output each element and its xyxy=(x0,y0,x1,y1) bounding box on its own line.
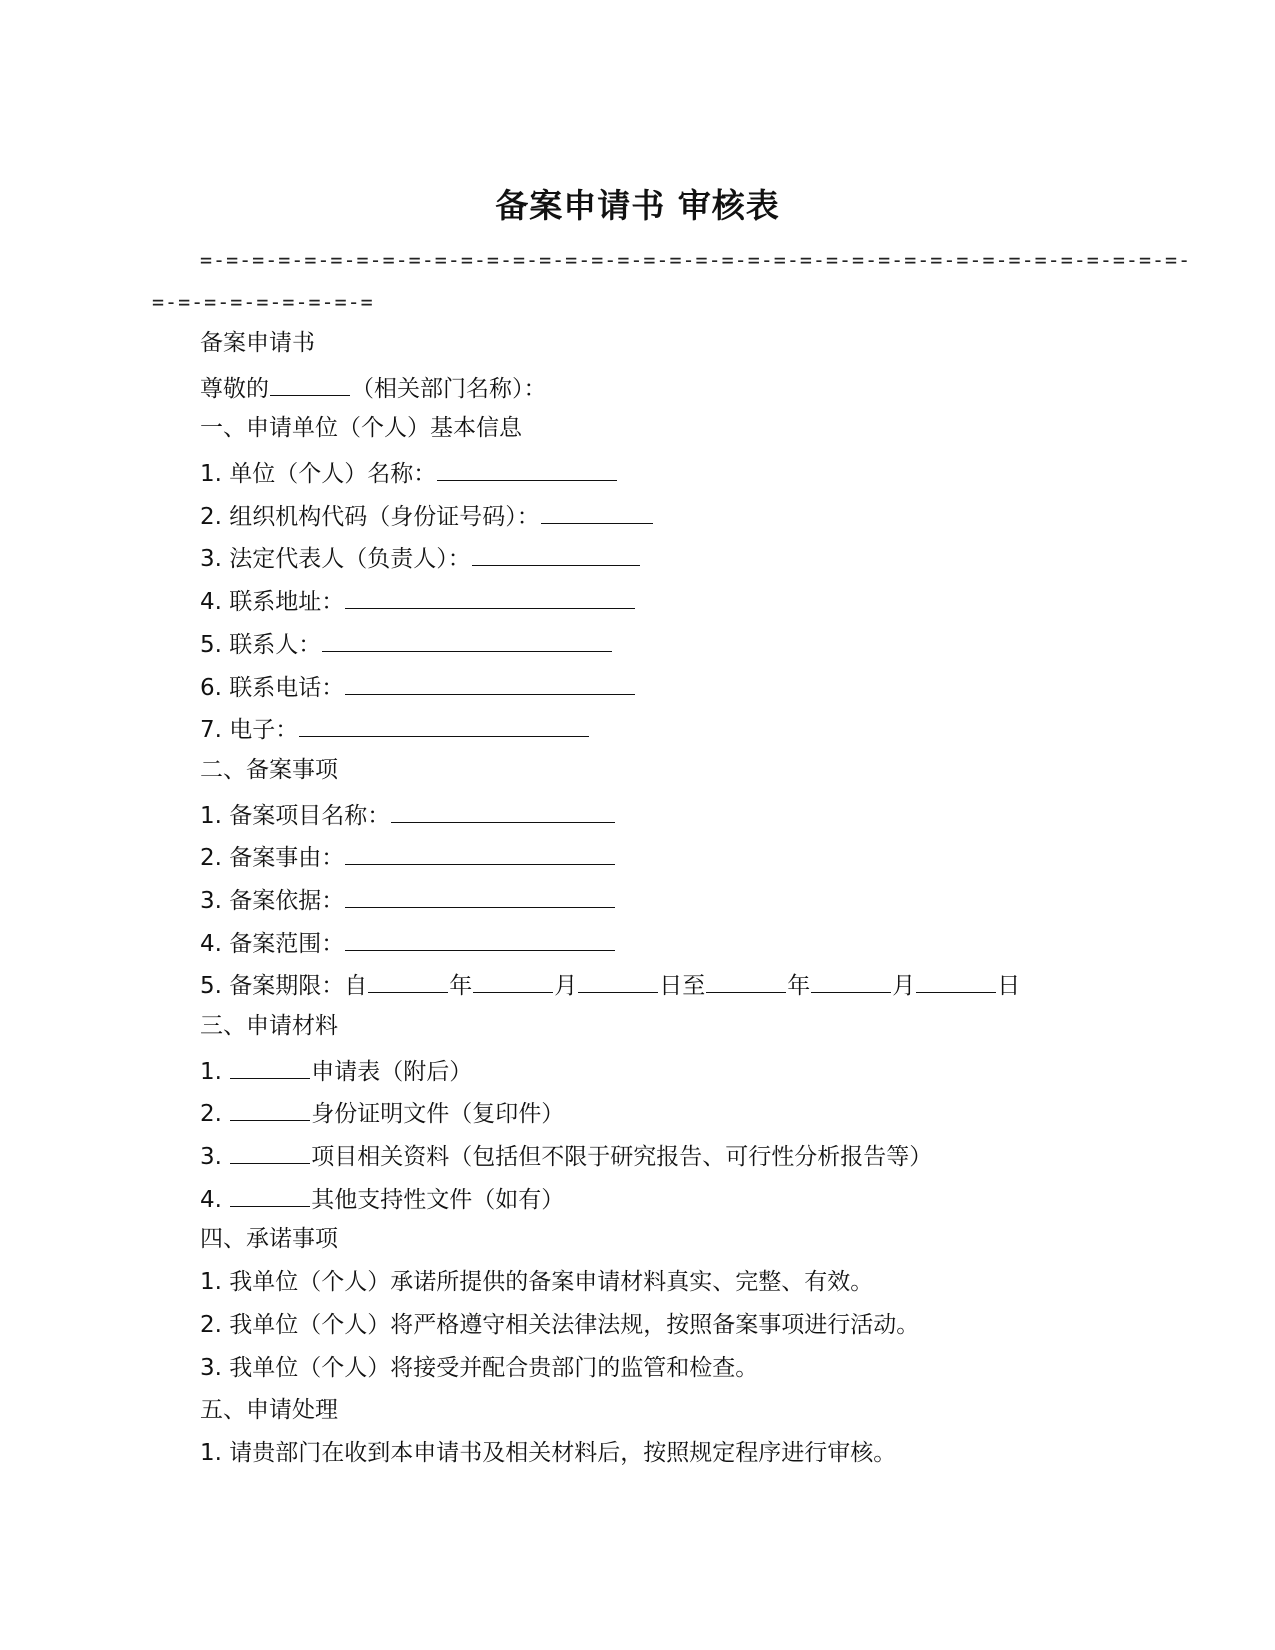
document-line xyxy=(200,1438,1200,1481)
document-line xyxy=(200,456,1200,499)
line-text: 4. 备案范围： xyxy=(200,930,345,957)
line-text: 申请表（附后） xyxy=(311,1058,473,1085)
line-text: 项目相关资料（包括但不限于研究报告、可行性分析报告等） xyxy=(311,1144,933,1171)
fill-in-blank[interactable] xyxy=(322,627,612,652)
document-line xyxy=(200,1139,1200,1182)
document-line xyxy=(200,1011,1200,1054)
line-text: 1. xyxy=(200,1058,230,1085)
fill-in-blank[interactable] xyxy=(345,584,635,609)
document-line xyxy=(200,883,1200,926)
document-line xyxy=(200,755,1200,798)
line-text: 三、申请材料 xyxy=(200,1013,338,1039)
document-line xyxy=(200,499,1200,542)
document-line xyxy=(200,1054,1200,1097)
line-text: 五、申请处理 xyxy=(200,1397,338,1424)
line-text: 月 xyxy=(554,973,578,1000)
line-text: 3. 备案依据： xyxy=(200,887,345,914)
line-text: 7. 电子： xyxy=(200,717,299,744)
document-line xyxy=(200,541,1200,584)
fill-in-blank[interactable] xyxy=(345,883,615,908)
document-line xyxy=(200,328,1200,371)
document-line xyxy=(200,1267,1200,1310)
line-text: 一、申请单位（个人）基本信息 xyxy=(200,415,522,442)
line-text: 3. 法定代表人（负责人）： xyxy=(200,546,471,573)
line-text: 备案申请书 xyxy=(200,330,315,356)
line-text: 2. 备案事由： xyxy=(200,845,345,872)
fill-in-blank[interactable] xyxy=(578,968,658,993)
fill-in-blank[interactable] xyxy=(368,968,448,993)
line-text: 2. 组织机构代码（身份证号码）： xyxy=(200,503,540,530)
fill-in-blank[interactable] xyxy=(437,456,617,481)
fill-in-blank[interactable] xyxy=(345,670,635,695)
document-line xyxy=(200,1395,1200,1438)
line-text: 二、备案事项 xyxy=(200,756,338,783)
fill-in-blank[interactable] xyxy=(345,840,615,865)
fill-in-blank[interactable] xyxy=(230,1054,310,1079)
document-line xyxy=(200,926,1200,969)
line-text: 年 xyxy=(787,973,811,1000)
line-text: 4. 联系地址： xyxy=(200,589,345,616)
fill-in-blank[interactable] xyxy=(473,968,553,993)
document-title: 备案申请书 审核表 xyxy=(495,186,780,225)
line-text: 1. 我单位（个人）承诺所提供的备案申请材料真实、完整、有效。 xyxy=(200,1269,874,1296)
fill-in-blank[interactable] xyxy=(541,499,653,524)
line-text: 5. 联系人： xyxy=(200,631,322,658)
line-text: 1. 请贵部门在收到本申请书及相关材料后，按照规定程序进行审核。 xyxy=(200,1439,897,1466)
document-line xyxy=(200,1310,1200,1353)
line-text: 2. 我单位（个人）将严格遵守相关法律法规，按照备案事项进行活动。 xyxy=(200,1311,920,1338)
fill-in-blank[interactable] xyxy=(472,541,640,566)
line-text: 月 xyxy=(892,973,916,1000)
line-text: （相关部门名称）： xyxy=(351,375,547,402)
line-text: 日 xyxy=(997,973,1021,1000)
document-line xyxy=(200,627,1200,670)
line-text: 5. 备案期限：自 xyxy=(200,973,368,1000)
line-text: 2. xyxy=(200,1101,230,1128)
document-line xyxy=(200,584,1200,627)
fill-in-blank[interactable] xyxy=(345,926,615,951)
fill-in-blank[interactable] xyxy=(230,1139,310,1164)
document-line xyxy=(200,1224,1200,1267)
document-line xyxy=(200,968,1200,1011)
line-text: 身份证明文件（复印件） xyxy=(311,1101,565,1128)
separator-line-continued: =-=-=-=-=-=-=-=-= xyxy=(152,290,374,314)
document-line xyxy=(200,840,1200,883)
document-line xyxy=(200,371,1200,414)
line-text: 年 xyxy=(449,973,473,1000)
document-body xyxy=(200,328,1200,1481)
document-line xyxy=(200,1182,1200,1225)
line-text: 尊敬的 xyxy=(200,375,269,402)
line-text: 其他支持性文件（如有） xyxy=(311,1186,565,1213)
fill-in-blank[interactable] xyxy=(391,798,615,823)
document-line xyxy=(200,413,1200,456)
fill-in-blank[interactable] xyxy=(811,968,891,993)
line-text: 1. 备案项目名称： xyxy=(200,802,391,829)
document-line xyxy=(200,1096,1200,1139)
line-text: 3. xyxy=(200,1144,230,1171)
fill-in-blank[interactable] xyxy=(270,371,350,396)
document-line xyxy=(200,712,1200,755)
fill-in-blank[interactable] xyxy=(916,968,996,993)
line-text: 四、承诺事项 xyxy=(200,1226,338,1253)
separator-line: =-=-=-=-=-=-=-=-=-=-=-=-=-=-=-=-=-=-=-=-=-=-=-=-=-=-=-=-=-=-=-=-=-=-=-=-=-=- xyxy=(200,248,1192,272)
document-line xyxy=(200,670,1200,713)
line-text: 日至 xyxy=(659,973,706,1000)
line-text: 1. 单位（个人）名称： xyxy=(200,461,437,488)
fill-in-blank[interactable] xyxy=(299,712,589,737)
line-text: 4. xyxy=(200,1186,230,1213)
line-text: 6. 联系电话： xyxy=(200,674,345,701)
document-line xyxy=(200,798,1200,841)
document-line xyxy=(200,1353,1200,1396)
fill-in-blank[interactable] xyxy=(706,968,786,993)
fill-in-blank[interactable] xyxy=(230,1182,310,1207)
fill-in-blank[interactable] xyxy=(230,1096,310,1121)
line-text: 3. 我单位（个人）将接受并配合贵部门的监管和检查。 xyxy=(200,1354,759,1381)
